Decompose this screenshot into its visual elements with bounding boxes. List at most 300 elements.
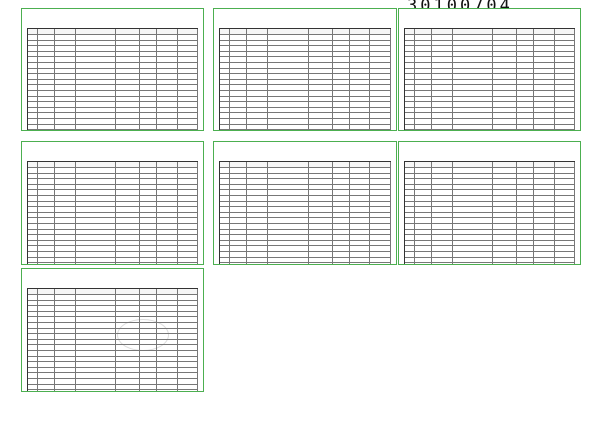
table-cell xyxy=(230,185,247,190)
table-cell xyxy=(534,190,554,195)
table-cell xyxy=(405,130,415,131)
table-cell xyxy=(247,162,268,167)
table-cell xyxy=(493,85,517,90)
table-cell xyxy=(493,263,517,265)
table-cell xyxy=(432,35,452,40)
table-cell xyxy=(247,125,268,130)
table-cell xyxy=(534,235,554,240)
table-cell xyxy=(140,125,157,130)
table-cell xyxy=(76,289,117,294)
table-cell xyxy=(517,179,534,184)
table-cell xyxy=(140,306,157,311)
table-cell xyxy=(493,246,517,251)
table-cell xyxy=(370,91,391,96)
table-cell xyxy=(350,202,371,207)
table-cell xyxy=(333,97,350,102)
table-cell xyxy=(38,263,55,265)
table-cell xyxy=(517,218,534,223)
table-cell xyxy=(157,125,177,130)
table-cell xyxy=(432,102,452,107)
table-cell xyxy=(493,207,517,212)
table-cell xyxy=(116,190,140,195)
table-cell xyxy=(55,224,75,229)
table-cell xyxy=(415,69,432,74)
table-cell xyxy=(38,69,55,74)
table-cell xyxy=(116,301,140,306)
table-cell xyxy=(370,230,391,235)
table-cell xyxy=(309,69,333,74)
table-cell xyxy=(415,102,432,107)
table-cell xyxy=(55,301,75,306)
table-cell xyxy=(140,57,157,62)
table-cell xyxy=(268,196,309,201)
table-cell xyxy=(157,202,177,207)
table-cell xyxy=(230,207,247,212)
table-cell xyxy=(268,235,309,240)
table-cell xyxy=(517,29,534,34)
table-cell xyxy=(350,29,371,34)
table-cell xyxy=(178,108,198,113)
table-cell xyxy=(268,218,309,223)
table-cell xyxy=(405,241,415,246)
table-cell xyxy=(28,52,38,57)
statement-page-3 xyxy=(398,8,581,131)
table-cell xyxy=(28,46,38,51)
table-cell xyxy=(55,340,75,345)
table-cell xyxy=(268,91,309,96)
table-cell xyxy=(116,46,140,51)
table-cell xyxy=(157,35,177,40)
table-cell xyxy=(415,91,432,96)
table-cell xyxy=(268,246,309,251)
table-cell xyxy=(247,168,268,173)
table-cell xyxy=(55,241,75,246)
table-cell xyxy=(76,97,117,102)
table-cell xyxy=(157,74,177,79)
table-cell xyxy=(534,52,554,57)
table-cell xyxy=(493,235,517,240)
table-cell xyxy=(247,218,268,223)
table-cell xyxy=(28,385,38,390)
table-cell xyxy=(220,185,230,190)
table-cell xyxy=(38,162,55,167)
table-cell xyxy=(178,351,198,356)
table-cell xyxy=(76,385,117,390)
table-cell xyxy=(415,185,432,190)
table-cell xyxy=(55,52,75,57)
table-cell xyxy=(76,108,117,113)
table-cell xyxy=(493,230,517,235)
table-cell xyxy=(405,69,415,74)
table-cell xyxy=(76,357,117,362)
table-cell xyxy=(55,263,75,265)
table-cell xyxy=(116,125,140,130)
table-cell xyxy=(28,312,38,317)
table-cell xyxy=(38,63,55,68)
table-cell xyxy=(405,85,415,90)
table-row xyxy=(28,390,198,392)
table-cell xyxy=(116,241,140,246)
table-cell xyxy=(333,168,350,173)
table-cell xyxy=(116,252,140,257)
table-cell xyxy=(370,235,391,240)
table-cell xyxy=(517,252,534,257)
table-cell xyxy=(350,179,371,184)
table-cell xyxy=(38,340,55,345)
table-cell xyxy=(28,334,38,339)
table-cell xyxy=(38,351,55,356)
table-cell xyxy=(28,102,38,107)
table-cell xyxy=(157,306,177,311)
table-cell xyxy=(38,190,55,195)
table-cell xyxy=(76,130,117,131)
table-cell xyxy=(453,91,494,96)
table-cell xyxy=(178,174,198,179)
table-cell xyxy=(432,113,452,118)
statement-page-5 xyxy=(213,141,397,265)
table-cell xyxy=(220,207,230,212)
table-cell xyxy=(370,224,391,229)
table-cell xyxy=(178,323,198,328)
table-cell xyxy=(309,113,333,118)
table-cell xyxy=(350,207,371,212)
table-cell xyxy=(76,213,117,218)
table-cell xyxy=(28,390,38,392)
table-cell xyxy=(350,130,371,131)
table-cell xyxy=(534,263,554,265)
table-cell xyxy=(220,246,230,251)
table-cell xyxy=(333,57,350,62)
table-cell xyxy=(116,246,140,251)
table-cell xyxy=(405,63,415,68)
table-cell xyxy=(493,224,517,229)
table-cell xyxy=(157,97,177,102)
table-cell xyxy=(157,362,177,367)
ledger-table xyxy=(404,28,575,131)
table-cell xyxy=(76,162,117,167)
table-cell xyxy=(55,218,75,223)
table-cell xyxy=(220,196,230,201)
table-cell xyxy=(453,74,494,79)
table-cell xyxy=(517,246,534,251)
table-cell xyxy=(247,130,268,131)
table-cell xyxy=(116,41,140,46)
table-cell xyxy=(405,46,415,51)
table-cell xyxy=(55,46,75,51)
table-row xyxy=(220,130,391,131)
table-cell xyxy=(415,263,432,265)
table-cell xyxy=(517,224,534,229)
table-cell xyxy=(38,125,55,130)
table-cell xyxy=(333,224,350,229)
table-cell xyxy=(116,357,140,362)
table-cell xyxy=(415,258,432,263)
table-cell xyxy=(309,63,333,68)
table-cell xyxy=(38,230,55,235)
table-cell xyxy=(268,125,309,130)
table-row xyxy=(405,130,575,131)
table-cell xyxy=(432,41,452,46)
table-cell xyxy=(493,91,517,96)
table-cell xyxy=(38,97,55,102)
table-cell xyxy=(220,230,230,235)
table-cell xyxy=(405,235,415,240)
table-cell xyxy=(28,174,38,179)
table-cell xyxy=(534,91,554,96)
table-cell xyxy=(309,241,333,246)
table-cell xyxy=(76,207,117,212)
table-cell xyxy=(157,312,177,317)
table-cell xyxy=(534,230,554,235)
table-cell xyxy=(28,306,38,311)
table-cell xyxy=(230,241,247,246)
table-cell xyxy=(415,119,432,124)
table-cell xyxy=(157,385,177,390)
table-cell xyxy=(370,85,391,90)
table-cell xyxy=(140,97,157,102)
table-cell xyxy=(555,29,575,34)
table-cell xyxy=(370,63,391,68)
table-cell xyxy=(405,213,415,218)
table-cell xyxy=(309,46,333,51)
table-cell xyxy=(116,289,140,294)
table-cell xyxy=(178,368,198,373)
table-cell xyxy=(517,168,534,173)
table-cell xyxy=(555,125,575,130)
table-cell xyxy=(38,185,55,190)
table-cell xyxy=(370,119,391,124)
table-cell xyxy=(38,289,55,294)
table-cell xyxy=(405,179,415,184)
table-cell xyxy=(157,113,177,118)
table-cell xyxy=(38,119,55,124)
table-cell xyxy=(432,69,452,74)
table-cell xyxy=(333,179,350,184)
table-cell xyxy=(28,130,38,131)
table-cell xyxy=(28,224,38,229)
table-cell xyxy=(230,74,247,79)
table-cell xyxy=(178,179,198,184)
table-cell xyxy=(333,235,350,240)
table-cell xyxy=(350,218,371,223)
table-cell xyxy=(493,35,517,40)
table-cell xyxy=(55,202,75,207)
table-cell xyxy=(415,130,432,131)
table-cell xyxy=(350,97,371,102)
table-cell xyxy=(333,196,350,201)
table-cell xyxy=(350,246,371,251)
table-cell xyxy=(55,179,75,184)
table-cell xyxy=(76,29,117,34)
table-cell xyxy=(350,174,371,179)
table-cell xyxy=(55,41,75,46)
table-cell xyxy=(157,207,177,212)
table-cell xyxy=(38,196,55,201)
table-cell xyxy=(309,91,333,96)
table-cell xyxy=(432,63,452,68)
table-cell xyxy=(309,174,333,179)
table-cell xyxy=(415,46,432,51)
table-cell xyxy=(38,323,55,328)
table-cell xyxy=(157,263,177,265)
table-cell xyxy=(415,108,432,113)
table-cell xyxy=(247,213,268,218)
table-cell xyxy=(534,179,554,184)
table-cell xyxy=(517,185,534,190)
table-cell xyxy=(178,85,198,90)
table-cell xyxy=(116,57,140,62)
table-cell xyxy=(555,119,575,124)
table-cell xyxy=(534,258,554,263)
table-cell xyxy=(453,35,494,40)
table-cell xyxy=(76,80,117,85)
table-cell xyxy=(350,263,371,265)
table-cell xyxy=(116,63,140,68)
table-cell xyxy=(333,29,350,34)
table-cell xyxy=(247,35,268,40)
table-cell xyxy=(453,190,494,195)
table-cell xyxy=(157,357,177,362)
table-cell xyxy=(309,102,333,107)
table-cell xyxy=(76,202,117,207)
table-cell xyxy=(453,113,494,118)
table-cell xyxy=(350,41,371,46)
table-cell xyxy=(268,224,309,229)
table-cell xyxy=(28,301,38,306)
table-cell xyxy=(247,179,268,184)
table-cell xyxy=(178,213,198,218)
table-cell xyxy=(370,97,391,102)
table-cell xyxy=(309,190,333,195)
table-cell xyxy=(493,69,517,74)
table-cell xyxy=(405,35,415,40)
table-cell xyxy=(220,52,230,57)
table-cell xyxy=(38,241,55,246)
table-cell xyxy=(76,246,117,251)
table-cell xyxy=(453,69,494,74)
table-cell xyxy=(247,207,268,212)
table-cell xyxy=(432,213,452,218)
table-cell xyxy=(178,362,198,367)
table-cell xyxy=(517,63,534,68)
table-cell xyxy=(140,385,157,390)
table-cell xyxy=(370,69,391,74)
table-cell xyxy=(28,80,38,85)
table-cell xyxy=(453,29,494,34)
ledger-table xyxy=(219,161,391,265)
table-cell xyxy=(517,85,534,90)
table-cell xyxy=(453,57,494,62)
table-cell xyxy=(140,85,157,90)
table-cell xyxy=(415,179,432,184)
table-cell xyxy=(230,168,247,173)
table-cell xyxy=(116,230,140,235)
table-cell xyxy=(333,218,350,223)
table-cell xyxy=(493,241,517,246)
table-cell xyxy=(370,46,391,51)
table-cell xyxy=(370,246,391,251)
table-cell xyxy=(370,74,391,79)
table-cell xyxy=(76,85,117,90)
table-cell xyxy=(55,85,75,90)
table-cell xyxy=(493,108,517,113)
table-cell xyxy=(38,91,55,96)
table-cell xyxy=(309,162,333,167)
table-cell xyxy=(432,57,452,62)
table-cell xyxy=(534,63,554,68)
table-cell xyxy=(157,29,177,34)
table-cell xyxy=(55,196,75,201)
table-cell xyxy=(38,74,55,79)
table-cell xyxy=(405,258,415,263)
table-cell xyxy=(405,230,415,235)
table-cell xyxy=(76,306,117,311)
table-cell xyxy=(55,113,75,118)
table-cell xyxy=(28,323,38,328)
table-cell xyxy=(432,179,452,184)
table-cell xyxy=(517,80,534,85)
table-cell xyxy=(333,74,350,79)
table-cell xyxy=(220,119,230,124)
table-cell xyxy=(230,41,247,46)
table-cell xyxy=(405,52,415,57)
table-cell xyxy=(517,162,534,167)
table-cell xyxy=(38,334,55,339)
table-cell xyxy=(247,185,268,190)
table-cell xyxy=(38,102,55,107)
table-cell xyxy=(230,113,247,118)
table-cell xyxy=(55,368,75,373)
table-cell xyxy=(247,258,268,263)
table-cell xyxy=(55,190,75,195)
table-cell xyxy=(247,230,268,235)
table-cell xyxy=(517,174,534,179)
table-cell xyxy=(157,368,177,373)
table-cell xyxy=(55,207,75,212)
table-cell xyxy=(415,168,432,173)
table-cell xyxy=(333,202,350,207)
table-cell xyxy=(268,113,309,118)
table-cell xyxy=(230,258,247,263)
table-cell xyxy=(534,80,554,85)
table-row xyxy=(28,130,198,131)
table-cell xyxy=(247,74,268,79)
table-cell xyxy=(76,362,117,367)
table-cell xyxy=(555,196,575,201)
ledger-table xyxy=(27,288,198,392)
table-cell xyxy=(28,185,38,190)
table-cell xyxy=(178,373,198,378)
table-cell xyxy=(38,113,55,118)
table-cell xyxy=(38,373,55,378)
table-cell xyxy=(493,52,517,57)
table-cell xyxy=(178,246,198,251)
table-cell xyxy=(116,379,140,384)
table-cell xyxy=(38,317,55,322)
table-cell xyxy=(38,218,55,223)
table-cell xyxy=(350,52,371,57)
table-cell xyxy=(230,252,247,257)
table-cell xyxy=(157,80,177,85)
table-cell xyxy=(453,162,494,167)
table-cell xyxy=(493,168,517,173)
table-cell xyxy=(555,218,575,223)
table-cell xyxy=(116,130,140,131)
table-cell xyxy=(116,306,140,311)
table-cell xyxy=(493,57,517,62)
table-row xyxy=(220,263,391,265)
table-cell xyxy=(220,102,230,107)
